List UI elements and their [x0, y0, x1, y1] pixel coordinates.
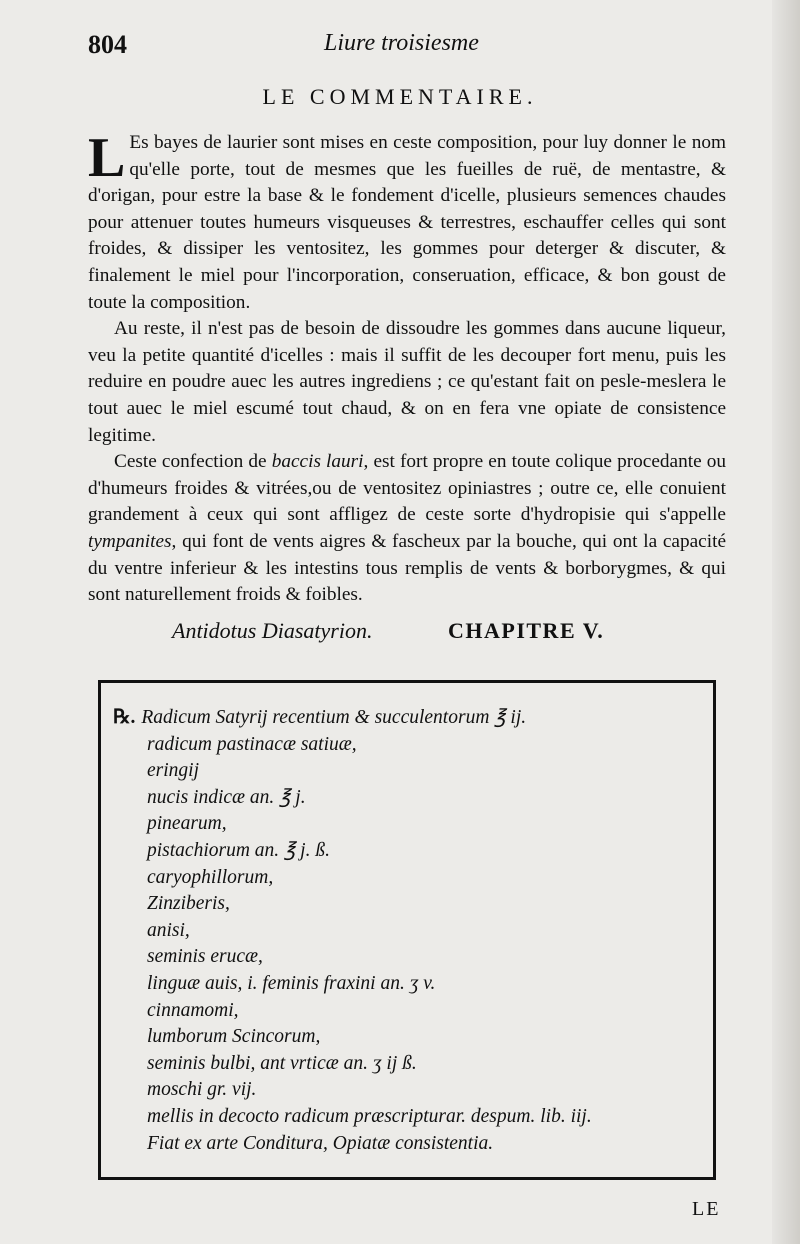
recipe-list [113, 705, 592, 1157]
paragraph-1 [88, 127, 726, 316]
paragraph-3-text-c: , qui font de vents aigres & fascheux par la bouche, qui ont la capacité du ventre inferieur & les intestins tous remplis de vents & borborygmes, & qui sont naturellement froids & foibles. [88, 530, 726, 606]
recipe-item: pinearum, [147, 813, 227, 835]
paragraph-3-text-a: Ceste confection de [114, 451, 272, 473]
recipe-box [98, 680, 716, 1180]
paragraph-2: Au reste, il n'est pas de besoin de dissoudre les gommes dans aucune liqueur, veu la petite quantité d'icelles : mais il suffit de les decouper fort menu, puis les reduire en poudre auec les autres ingrediens ; ce qu'estant fait on pesle-meslera le tout auec le miel escumé tout chaud, & on en fera vne opiate de consistence legitime. [88, 318, 726, 446]
recipe-item: nucis indicæ an. ℥ j. [147, 786, 306, 808]
recipe-item: radicum pastinacæ satiuæ, [147, 733, 357, 755]
recipe-item: cinnamomi, [147, 999, 239, 1021]
recipe-item: lumborum Scincorum, [147, 1026, 321, 1048]
drop-cap: L [88, 127, 126, 189]
recipe-item-text: Radicum Satyrij recentium & succulentorum ℥ ij. [141, 707, 527, 728]
recipe-item: caryophillorum, [147, 866, 274, 888]
running-title: Liure troisiesme [324, 30, 479, 56]
commentary-body [88, 127, 727, 609]
recipe-item: linguæ auis, i. feminis fraxini an. ʒ v. [147, 972, 436, 994]
recipe-item: mellis in decocto radicum præscripturar. despum. lib. iij. [147, 1105, 592, 1127]
chapter-heading [172, 618, 650, 650]
paragraph-3 [88, 449, 726, 609]
catchword: LE [692, 1198, 721, 1220]
recipe-item: eringij [147, 760, 199, 782]
paragraph-3-text-b: , est fort propre en toute colique procedante ou d'humeurs froides & vitrées,ou de ventositez opiniastres ; outre ce, elle conuient grandement à ceux qui sont affligez de ceste sorte d'hydropisie qui s'appelle [88, 451, 727, 526]
recipe-item: moschi gr. vij. [147, 1079, 257, 1101]
page-gutter-shadow [772, 0, 800, 1244]
recipe-item: seminis bulbi, ant vrticæ an. ʒ ij ß. [147, 1052, 417, 1074]
recipe-symbol-icon: ℞. [113, 707, 136, 728]
paragraph-3-italic-term-2: tympanites [88, 530, 172, 552]
recipe-item: Fiat ex arte Conditura, Opiatæ consistentia. [147, 1132, 494, 1154]
recipe-item [113, 705, 592, 732]
page-header [88, 28, 710, 62]
chapter-label: CHAPITRE V. [448, 618, 605, 643]
recipe-item: seminis erucæ, [147, 946, 263, 968]
recipe-item: Zinziberis, [147, 893, 230, 915]
paragraph-1-text: Es bayes de laurier sont mises en ceste composition, pour luy donner le nom qu'elle porte, tout de mesmes que les fueilles de ruë, de mentastre, & d'origan, pour estre la base & le fondement d'icelle, plusieurs semences chaudes pour attenuer toutes humeurs visqueuses & terrestres, eschauffer celles qui sont froides, & dissiper les ventositez, les gommes pour deterger & discuter, & finalement le miel pour l'incorporation, conseruation, efficace, & bon goust de toute la composition. [88, 132, 726, 313]
recipe-item: anisi, [147, 919, 190, 941]
paragraph-3-italic-term: baccis lauri [271, 451, 364, 473]
page-number: 804 [88, 30, 127, 59]
recipe-item: pistachiorum an. ℥ j. ß. [147, 839, 330, 861]
antidote-title: Antidotus Diasatyrion. [172, 618, 373, 643]
section-heading: LE COMMENTAIRE. [262, 84, 538, 109]
